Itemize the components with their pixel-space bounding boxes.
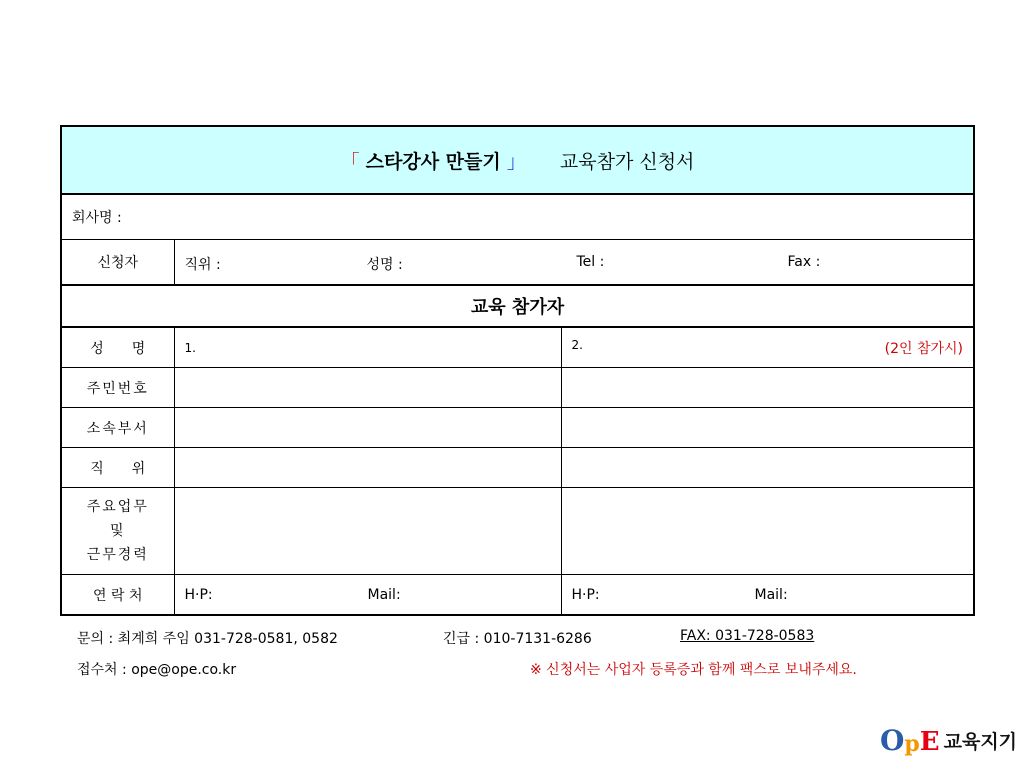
participant2-number: 2. bbox=[571, 337, 583, 352]
name-row-label: 성 명 bbox=[61, 327, 174, 368]
participant2-duty-cell[interactable] bbox=[561, 488, 974, 575]
duty-label-line3: 근무경력 bbox=[86, 547, 149, 563]
resident-number-row bbox=[61, 368, 974, 408]
urgent-text: 긴급 : 010-7131-6286 bbox=[443, 631, 592, 647]
duty-row bbox=[61, 488, 974, 575]
department-label: 소속부서 bbox=[61, 408, 174, 448]
participant2-mail-label: Mail: bbox=[754, 586, 788, 603]
title-suffix: 교육참가 신청서 bbox=[559, 150, 695, 173]
form-title bbox=[61, 126, 974, 194]
contact-row bbox=[61, 575, 974, 616]
tel-label: Tel : bbox=[576, 254, 605, 270]
duty-label bbox=[61, 488, 174, 575]
participant1-position-cell[interactable] bbox=[174, 448, 561, 488]
fax-label: Fax : bbox=[787, 254, 821, 270]
participant1-name-cell[interactable] bbox=[174, 327, 561, 368]
contact-label: 연 락 처 bbox=[61, 575, 174, 616]
participant-name-row bbox=[61, 327, 974, 368]
logo-text: 교육지기 bbox=[943, 730, 1018, 753]
participant2-department-cell[interactable] bbox=[561, 408, 974, 448]
participant1-number: 1. bbox=[184, 340, 196, 355]
applicant-fields[interactable] bbox=[174, 240, 974, 286]
applicant-row bbox=[61, 240, 974, 286]
ope-logo-icon bbox=[880, 724, 940, 757]
participant2-hp-label: H·P: bbox=[571, 586, 600, 603]
application-form-table bbox=[60, 125, 975, 616]
duty-label-line2: 및 bbox=[109, 523, 126, 539]
participant2-contact-cell[interactable] bbox=[561, 575, 974, 616]
participant1-resident-cell[interactable] bbox=[174, 368, 561, 408]
duty-label-line1: 주요업무 bbox=[86, 499, 149, 515]
company-label: 회사명 : bbox=[72, 210, 122, 226]
participant2-resident-cell[interactable] bbox=[561, 368, 974, 408]
company-field[interactable] bbox=[61, 194, 974, 240]
section-title: 교육 참가자 bbox=[61, 285, 974, 327]
participant2-name-cell[interactable] bbox=[561, 327, 974, 368]
position-row bbox=[61, 448, 974, 488]
logo-mark-o: O bbox=[880, 723, 905, 757]
applicant-label: 신청자 bbox=[61, 240, 174, 286]
resident-number-label: 주민번호 bbox=[61, 368, 174, 408]
participant1-department-cell[interactable] bbox=[174, 408, 561, 448]
position-row-label: 직 위 bbox=[61, 448, 174, 488]
department-row bbox=[61, 408, 974, 448]
ope-logo bbox=[880, 722, 1017, 758]
two-person-note: (2인 참가시) bbox=[884, 340, 963, 357]
participant1-duty-cell[interactable] bbox=[174, 488, 561, 575]
fax-notice: ※ 신청서는 사업자 등록증과 함께 팩스로 보내주세요. bbox=[530, 662, 857, 678]
submission-email[interactable]: 접수처 : ope@ope.co.kr bbox=[77, 662, 237, 678]
participant1-hp-label: H·P: bbox=[184, 586, 213, 603]
logo-mark-p: p bbox=[904, 730, 920, 757]
program-name: 스타강사 만들기 bbox=[365, 150, 501, 173]
position-label: 직위 : bbox=[184, 257, 221, 273]
company-row bbox=[61, 194, 974, 240]
participant1-mail-label: Mail: bbox=[367, 586, 401, 603]
name-label: 성명 : bbox=[366, 257, 403, 273]
title-close-bracket: 」 bbox=[506, 150, 526, 173]
inquiry-text: 문의 : 최계희 주임 031-728-0581, 0582 bbox=[77, 631, 338, 647]
title-open-bracket: 「 bbox=[340, 150, 360, 173]
participant1-contact-cell[interactable] bbox=[174, 575, 561, 616]
form-title-row bbox=[61, 126, 974, 194]
section-row bbox=[61, 285, 974, 327]
logo-mark-e: E bbox=[919, 726, 940, 757]
fax-link[interactable]: FAX: 031-728-0583 bbox=[680, 628, 815, 644]
participant2-position-cell[interactable] bbox=[561, 448, 974, 488]
